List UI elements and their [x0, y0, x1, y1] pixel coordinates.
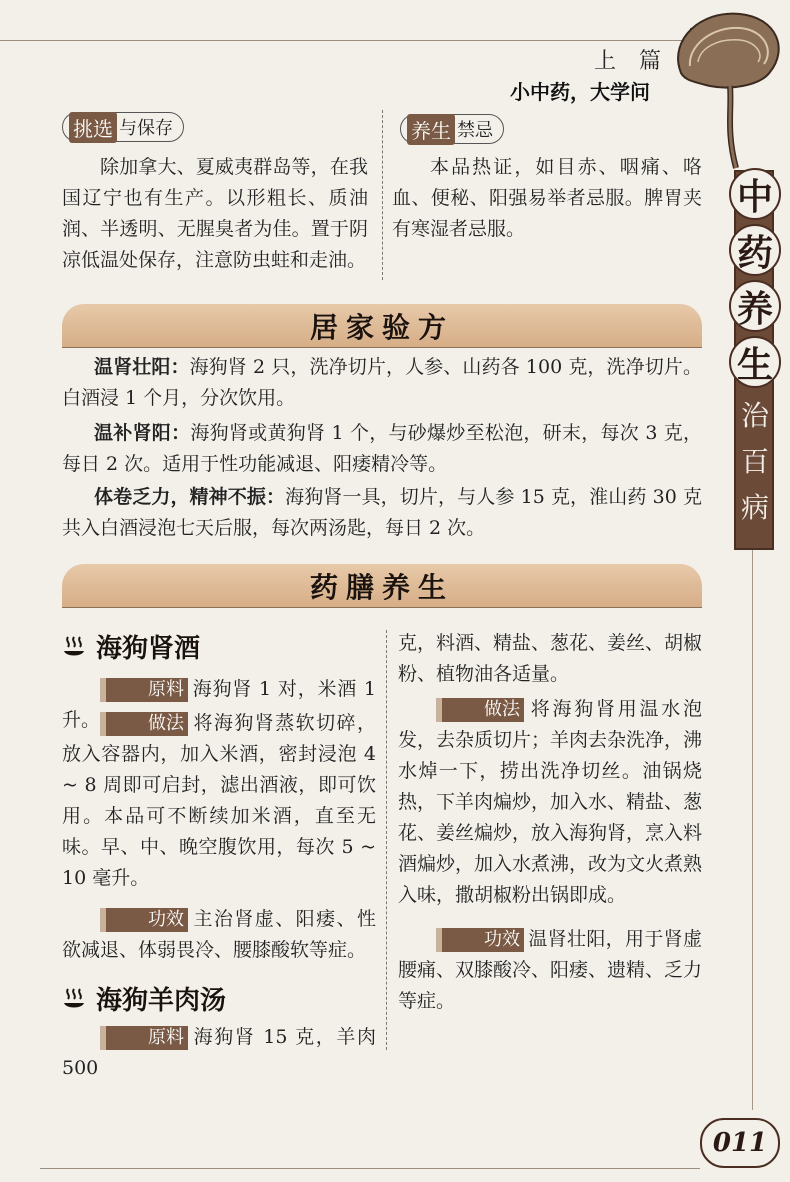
vertical-title-banner — [734, 170, 774, 550]
banner-char-5: 治 — [740, 399, 769, 432]
ingredients-label-1: 原料 — [100, 678, 188, 702]
banner-char-2: 药 — [729, 224, 781, 276]
header-rule — [0, 40, 700, 41]
lingzhi-mushroom-icon — [660, 0, 790, 170]
banner-char-7: 病 — [740, 491, 769, 524]
selection-tag — [62, 112, 184, 142]
effect-label-2: 功效 — [436, 928, 524, 952]
selection-tag-main: 挑选 — [69, 112, 117, 143]
recipe-1-name: 海狗肾酒 — [96, 634, 201, 664]
selection-text: 除加拿大、夏威夷群岛等，在我国辽宁也有生产。以形粗长、质油润、半透明、无腥臭者为佳。置于阴凉低温处保存，注意防虫蛀和走油。 — [62, 156, 368, 271]
steam-bowl-icon — [62, 635, 86, 659]
effect-label-1: 功效 — [100, 908, 188, 932]
recipe-2-ingredients-start — [62, 1022, 376, 1084]
page-subtitle: 小中药，大学问 — [510, 80, 650, 104]
banner-char-3: 养 — [729, 280, 781, 332]
taboo-tag-rest: 禁忌 — [457, 120, 493, 141]
recipe-2-name: 海狗羊肉汤 — [96, 986, 227, 1016]
diet-header: 药膳养生 — [62, 564, 702, 608]
recipe-2-title — [62, 980, 226, 1017]
banner-char-6: 百 — [740, 445, 769, 478]
method-label-2: 做法 — [436, 698, 524, 722]
recipe-1-effect — [62, 904, 376, 966]
taboo-tag-main: 养生 — [407, 114, 455, 145]
steam-bowl-icon — [62, 987, 86, 1011]
page-number: 011 — [700, 1118, 780, 1168]
remedy-1-head: 温肾壮阳： — [94, 356, 190, 378]
recipe-2-method — [398, 694, 702, 911]
recipe-1-method — [62, 708, 376, 894]
remedy-3-text: 海狗肾一具，切片，与人参 15 克，淮山药 30 克共入白酒浸泡七天后服，每次两汤匙，每日 2 次。 — [62, 486, 702, 539]
taboo-tag — [400, 114, 504, 144]
taboo-text: 本品热证，如目赤、咽痛、咯血、便秘、阳强易举者忌服。脾胃夹有寒湿者忌服。 — [392, 156, 702, 240]
banner-char-4: 生 — [729, 336, 781, 388]
remedy-2 — [62, 418, 702, 480]
recipe-2-ingredients-cont: 克，料酒、精盐、葱花、姜丝、胡椒粉、植物油各适量。 — [398, 632, 703, 685]
remedy-3-head: 体卷乏力，精神不振： — [94, 486, 286, 508]
recipe-2-effect — [398, 924, 702, 1017]
recipe-2-ingredients-start-text: 海狗肾 15 克，羊肉 500 — [62, 1026, 376, 1079]
recipe-1-title — [62, 628, 200, 665]
part-label: 上 篇 — [594, 49, 669, 74]
remedy-2-head: 温补肾阳： — [94, 422, 191, 444]
recipe-1-effect-text: 主治肾虚、阳痿、性欲减退、体弱畏冷、腰膝酸软等症。 — [62, 908, 376, 961]
column-divider-top — [382, 110, 383, 280]
recipe-1-ingredients-text: 海狗肾 1 对，米酒 1 升。 — [62, 678, 376, 731]
remedy-1-text: 海狗肾 2 只，洗净切片，人参、山药各 100 克，洗净切片。白酒浸 1 个月，分次饮用。 — [62, 356, 702, 409]
recipe-2-effect-text: 温肾壮阳，用于肾虚腰痛、双膝酸冷、阳痿、遗精、乏力等症。 — [398, 928, 703, 1012]
ingredients-label-2: 原料 — [100, 1026, 188, 1050]
home-remedies-header: 居家验方 — [62, 304, 702, 348]
remedy-2-text: 海狗肾或黄狗肾 1 个，与砂爆炒至松泡，研末，每次 3 克，每日 2 次。适用于性功能减退、阳痿精冷等。 — [62, 422, 702, 475]
selection-tag-rest: 与保存 — [119, 118, 173, 139]
footer-rule — [40, 1168, 700, 1169]
spine-line — [752, 550, 753, 1110]
remedy-3 — [62, 482, 702, 544]
method-label-1: 做法 — [100, 712, 188, 736]
banner-char-1: 中 — [729, 168, 781, 220]
column-divider-bottom — [386, 630, 387, 1050]
recipe-1-method-text: 将海狗肾蒸软切碎，放入容器内，加入米酒，密封浸泡 4 ~ 8 周即可启封，滤出酒液，即可饮用。本品可不断续加米酒，直至无味。早、中、晚空腹饮用，每次 5 ~ 10 毫升。 — [62, 712, 376, 889]
recipe-2-method-text: 将海狗肾用温水泡发，去杂质切片；羊肉去杂洗净，沸水焯一下，捞出洗净切丝。油锅烧热，下羊肉煸炒，加入水、精盐、葱花、姜丝煸炒，放入海狗肾，烹入料酒煸炒，加入水煮沸，改为文火煮熟入味，撒胡椒粉出锅即成。 — [398, 698, 703, 906]
remedy-1 — [62, 352, 702, 414]
